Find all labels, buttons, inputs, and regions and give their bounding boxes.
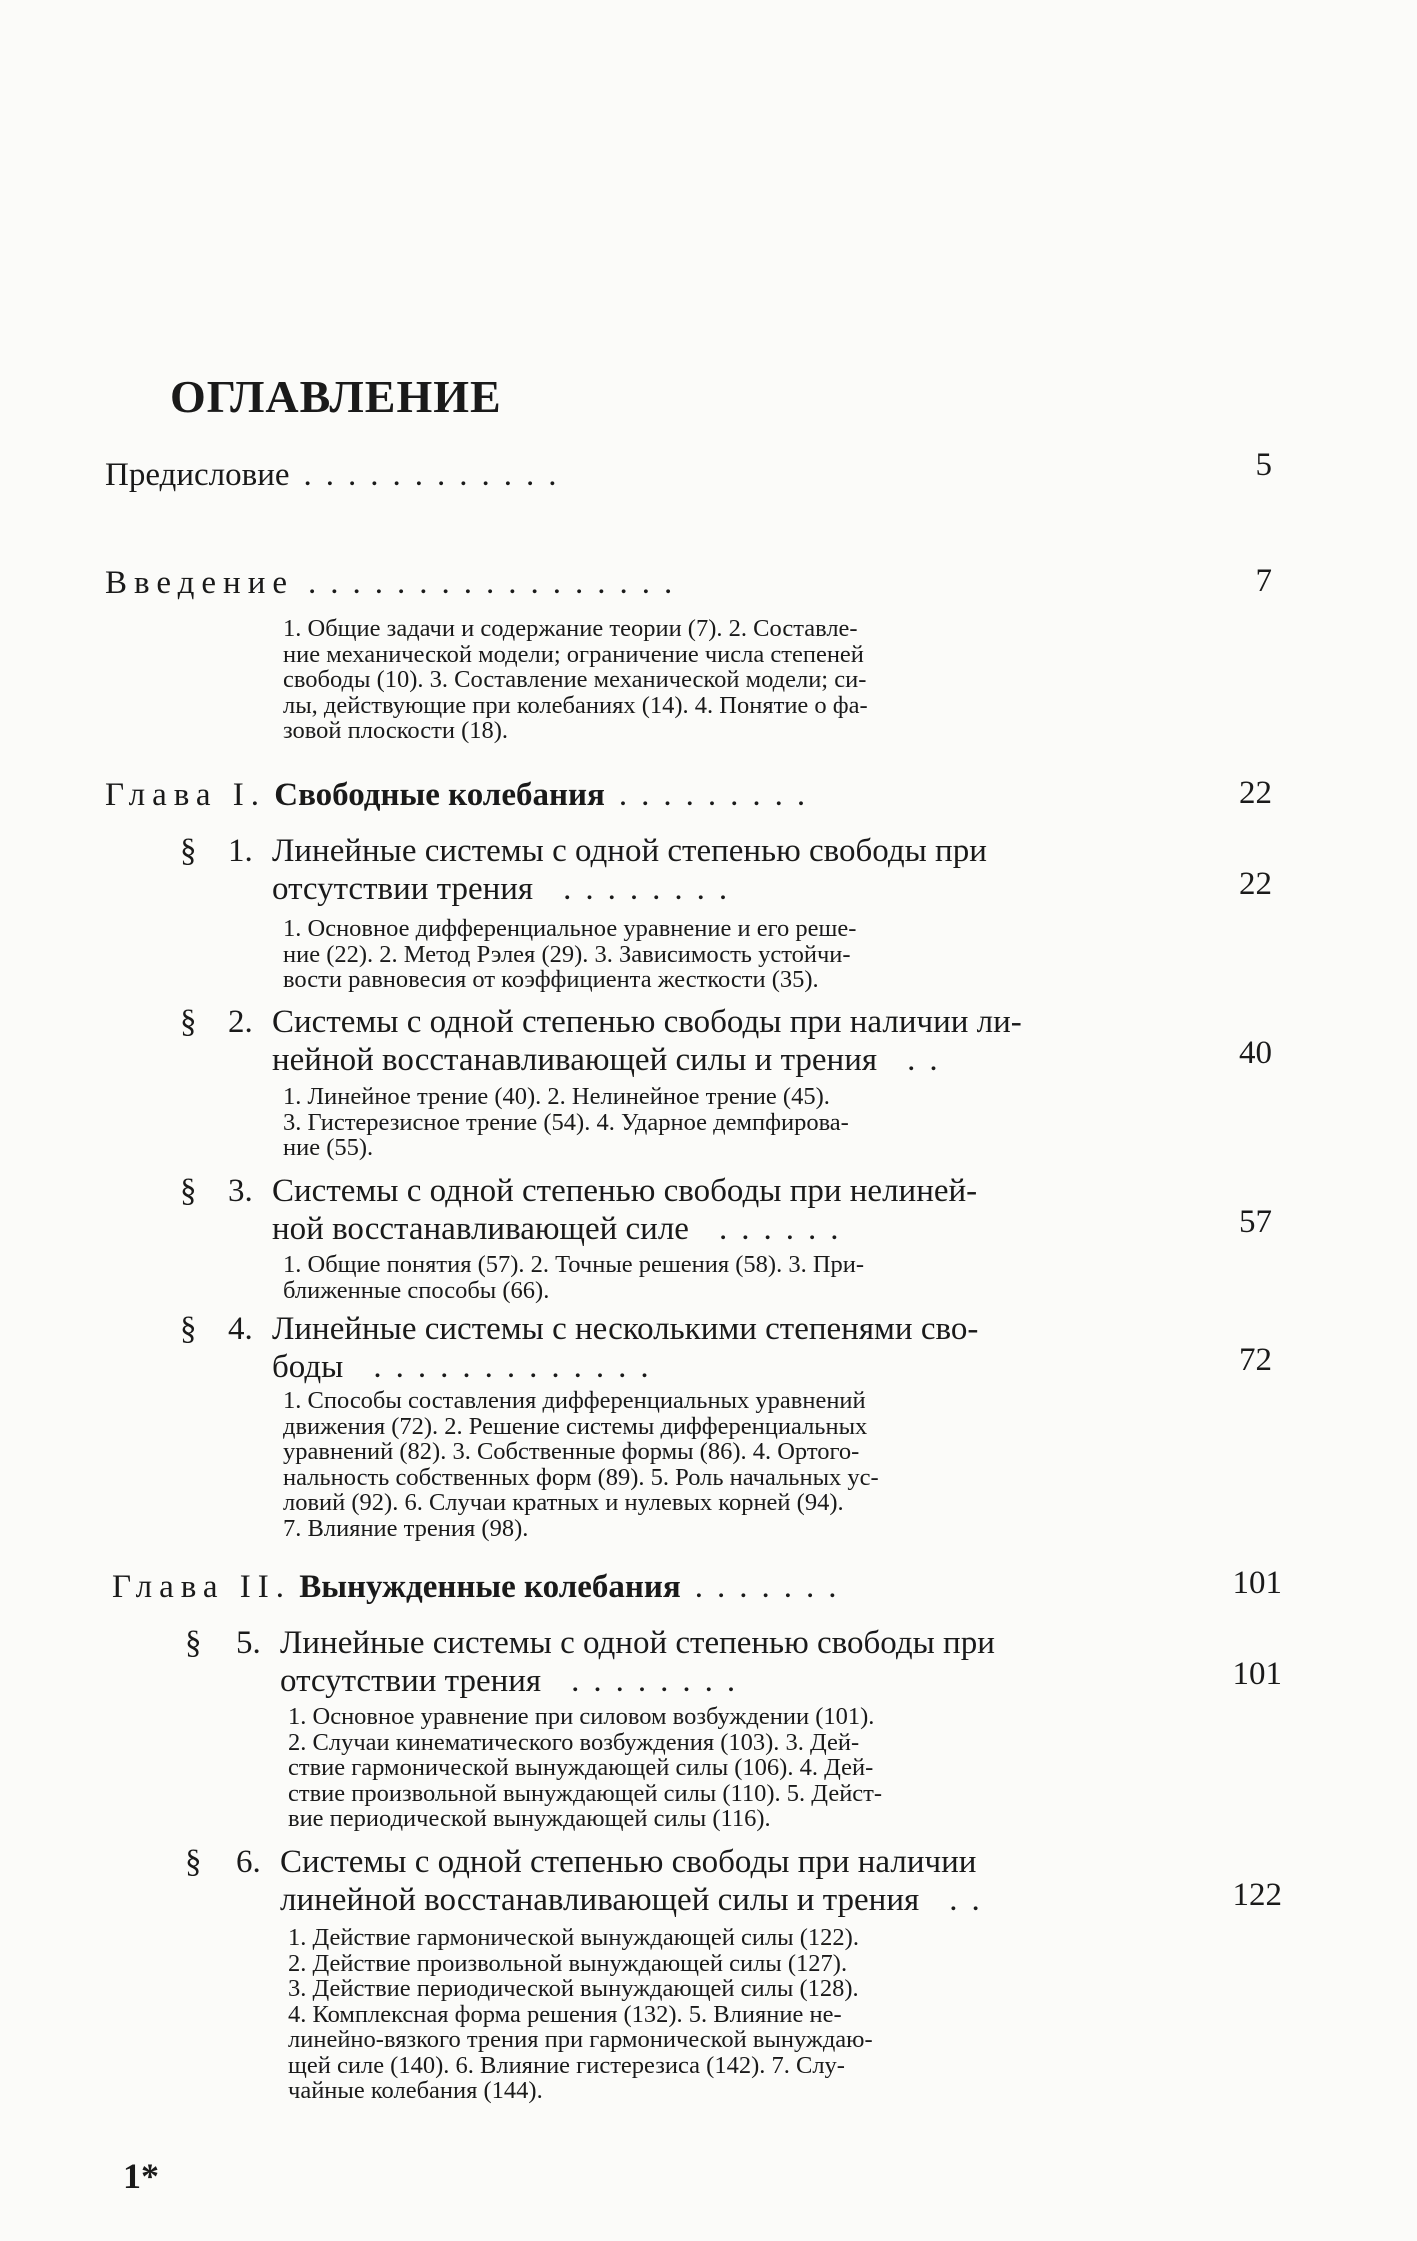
- chapter-prefix: Глава I.: [105, 777, 266, 813]
- section-title[interactable]: Системы с одной степенью свободы при нелиней- ной восстанавливающей силе ......: [272, 1173, 978, 1247]
- page-number: 57: [1239, 1204, 1272, 1240]
- section-symbol: §: [180, 1311, 197, 1347]
- section-title[interactable]: Линейные системы с одной степенью свободы при отсутствии трения ........: [272, 833, 987, 907]
- page-number: 122: [1232, 1877, 1282, 1913]
- page-number: 5: [1255, 447, 1272, 483]
- page-number: 22: [1239, 775, 1272, 811]
- page-number: 101: [1232, 1565, 1282, 1601]
- entry-description: 1. Общие понятия (57). 2. Точные решения (58). 3. При- ближенные способы (66).: [283, 1251, 865, 1304]
- section-number: 5.: [236, 1625, 261, 1661]
- section-title[interactable]: Системы с одной степенью свободы при наличии ли- нейной восстанавливающей силы и трения ..: [272, 1004, 1022, 1078]
- section-symbol: §: [180, 1004, 197, 1040]
- entry-description: 1. Способы составления дифференциальных уравнений движения (72). 2. Решение системы дифференциальных уравнений (82). 3. Собственные формы (86). 4. Ортого- нальность собственных форм (89). 5. Роль начальных ус- ловий (92). 6. Случаи кратных и нулевых корней (94). 7. Влияние трения (98).: [283, 1387, 879, 1542]
- section-number: 1.: [228, 833, 253, 869]
- section-title[interactable]: Линейные системы с несколькими степенями сво- боды .............: [272, 1311, 979, 1385]
- page-number: 7: [1255, 563, 1272, 599]
- section-number: 4.: [228, 1311, 253, 1347]
- chapter-title: Свободные колебания: [274, 777, 605, 813]
- entry-label: Введение: [105, 565, 295, 601]
- page-number: 72: [1239, 1342, 1272, 1378]
- toc-chapter-1[interactable]: Глава I. Свободные колебания .........: [105, 777, 820, 813]
- entry-description: 1. Основное дифференциальное уравнение и его реше- ние (22). 2. Метод Рэлея (29). 3. Зависимость устойчи- вости равновесия от коэффициента жесткости (35).: [283, 915, 857, 993]
- entry-label: Предисловие: [105, 457, 290, 493]
- page-title: ОГЛАВЛЕНИЕ: [170, 371, 502, 422]
- chapter-title: Вынужденные колебания: [299, 1569, 681, 1605]
- section-symbol: §: [185, 1625, 202, 1661]
- toc-chapter-2[interactable]: Глава II. Вынужденные колебания .......: [112, 1569, 851, 1605]
- section-number: 6.: [236, 1844, 261, 1880]
- entry-description: 1. Основное уравнение при силовом возбуждении (101). 2. Случаи кинематического возбуждения (103). 3. Дей- ствие гармонической вынуждающей силы (106). 4. Дей- ствие произвольной вынуждающей силы (110). 5. Дейст- вие периодической вынуждающей силы (116).: [288, 1703, 883, 1832]
- entry-description: 1. Действие гармонической вынуждающей силы (122). 2. Действие произвольной вынуждающей силы (127). 3. Действие периодической вынуждающей силы (128). 4. Комплексная форма решения (132). 5. Влияние не- линейно-вязкого трения при гармонической вынуждаю- щей силе (140). 6. Влияние гистерезиса (142). 7. Слу- чайные колебания (144).: [288, 1924, 873, 2104]
- signature-mark: 1*: [123, 2156, 159, 2196]
- entry-description: 1. Линейное трение (40). 2. Нелинейное трение (45). 3. Гистерезисное трение (54). 4. Ударное демпфирова- ние (55).: [283, 1083, 849, 1161]
- section-symbol: §: [180, 833, 197, 869]
- page-number: 22: [1239, 866, 1272, 902]
- section-title[interactable]: Системы с одной степенью свободы при наличии линейной восстанавливающей силы и трения ..: [280, 1844, 994, 1918]
- toc-entry-preface[interactable]: Предисловие ............: [105, 457, 571, 493]
- page-number: 40: [1239, 1035, 1272, 1071]
- page-number: 101: [1232, 1656, 1282, 1692]
- section-symbol: §: [185, 1844, 202, 1880]
- section-number: 3.: [228, 1173, 253, 1209]
- toc-entry-intro[interactable]: Введение .................: [105, 565, 687, 601]
- entry-description: 1. Общие задачи и содержание теории (7). 2. Составле- ние механической модели; ограничение числа степеней свободы (10). 3. Составление механической модели; си- лы, действующие при колебаниях (14). 4. Понятие о фа- зовой плоскости (18).: [283, 615, 868, 744]
- section-number: 2.: [228, 1004, 253, 1040]
- section-symbol: §: [180, 1173, 197, 1209]
- section-title[interactable]: Линейные системы с одной степенью свободы при отсутствии трения ........: [280, 1625, 995, 1699]
- chapter-prefix: Глава II.: [112, 1569, 291, 1605]
